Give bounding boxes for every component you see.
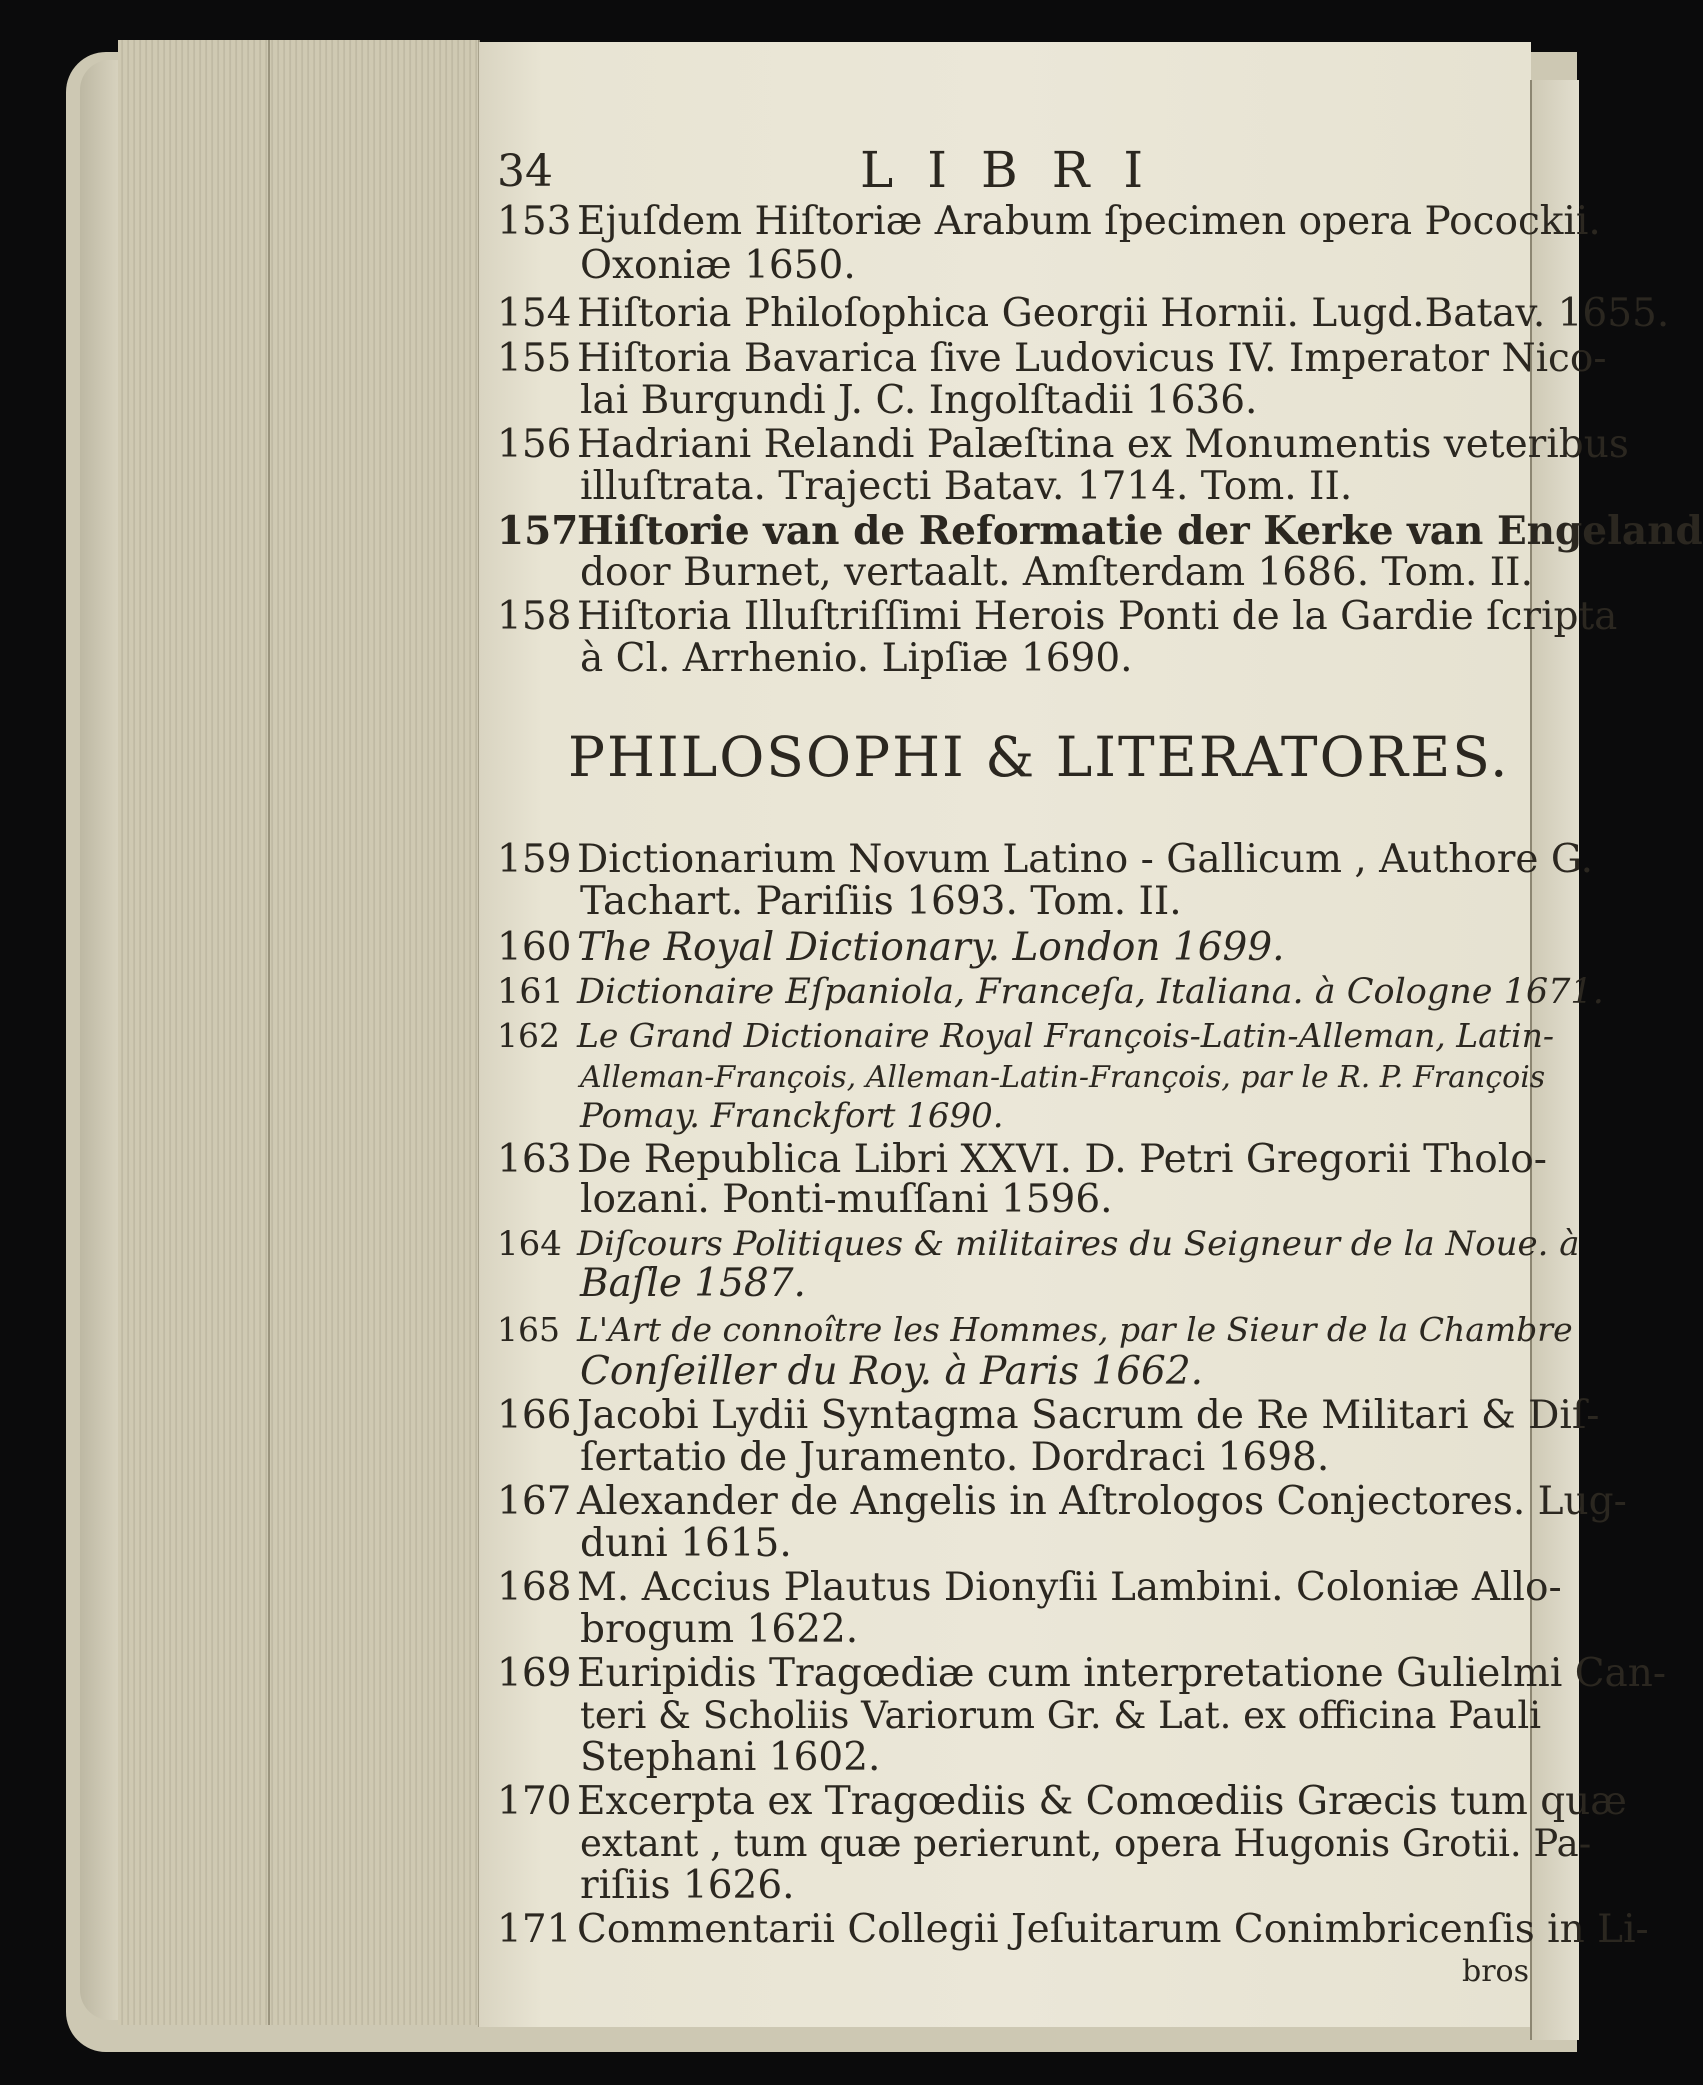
entry-number: 156 xyxy=(497,422,572,467)
running-head: LIBRI xyxy=(860,141,1178,199)
entry-number: 167 xyxy=(497,1479,572,1524)
entry-number: 164 xyxy=(497,1224,562,1264)
entry-number: 169 xyxy=(497,1651,572,1696)
entry-line: illuſtrata. Trajecti Batav. 1714. Tom. II. xyxy=(580,464,1353,509)
entry-number: 168 xyxy=(497,1565,572,1610)
entry-168 xyxy=(497,1565,1562,1610)
entry-line: ſertatio de Juramento. Dordraci 1698. xyxy=(580,1435,1330,1480)
entry-line: brogum 1622. xyxy=(580,1607,859,1652)
entry-number: 170 xyxy=(497,1779,572,1824)
entry-157 xyxy=(497,508,1703,554)
entry-163 xyxy=(497,1137,1547,1182)
entry-164 xyxy=(497,1224,1580,1264)
entry-line: extant , tum quæ perierunt, opera Hugonis Grotii. Pa- xyxy=(580,1822,1592,1865)
entry-line: Ejuſdem Hiſtoriæ Arabum ſpecimen opera Pocockii. xyxy=(577,199,1601,244)
entry-line: lozani. Ponti-muſſani 1596. xyxy=(580,1177,1113,1222)
entry-number: 165 xyxy=(497,1310,560,1349)
entry-line: De Republica Libri XXVI. D. Petri Gregorii Tholo- xyxy=(577,1137,1547,1182)
entry-line: Pomay. Franckfort 1690. xyxy=(580,1096,1004,1136)
entry-number: 158 xyxy=(497,594,572,639)
entry-line: lai Burgundi J. C. Ingolſtadii 1636. xyxy=(580,378,1258,423)
entry-line: Hiſtorie van de Reformatie der Kerke van Engeland xyxy=(577,508,1703,554)
entry-line: Le Grand Dictionaire Royal François-Latin-Alleman, Latin- xyxy=(577,1016,1555,1055)
entry-line: teri & Scholiis Variorum Gr. & Lat. ex officina Pauli xyxy=(580,1694,1542,1737)
entry-162 xyxy=(497,1016,1555,1056)
entry-line: door Burnet, vertaalt. Amſterdam 1686. Tom. II. xyxy=(580,550,1533,595)
entry-line: Dictionarium Novum Latino - Gallicum , Authore G. xyxy=(577,837,1593,882)
entry-number: 153 xyxy=(497,199,572,244)
entry-153 xyxy=(497,199,1601,244)
entry-line: Stephani 1602. xyxy=(580,1735,881,1780)
entry-line: Baſle 1587. xyxy=(580,1261,806,1306)
entry-number: 166 xyxy=(497,1393,572,1438)
entry-line: Dictionaire Eſpaniola, Franceſa, Italiana. à Cologne 1671. xyxy=(577,972,1604,1012)
entry-170 xyxy=(497,1779,1627,1824)
entry-line: à Cl. Arrhenio. Lipſiæ 1690. xyxy=(580,636,1133,681)
entry-155 xyxy=(497,336,1607,381)
entry-159 xyxy=(497,837,1593,882)
entry-line: M. Accius Plautus Dionyſii Lambini. Coloniæ Allo- xyxy=(577,1565,1562,1610)
entry-line: Alexander de Angelis in Aſtrologos Conjectores. Lug- xyxy=(577,1479,1627,1524)
entry-number: 171 xyxy=(497,1907,572,1952)
entry-line: riſiis 1626. xyxy=(580,1863,795,1908)
entry-line: Commentarii Collegii Jeſuitarum Conimbricenſis in Li- xyxy=(577,1907,1649,1952)
entry-number: 159 xyxy=(497,837,572,882)
entry-line: Euripidis Tragœdiæ cum interpretatione Gulielmi Can- xyxy=(577,1651,1667,1696)
entry-line: Oxoniæ 1650. xyxy=(580,243,856,288)
entry-line: Hiſtoria Illuſtriſſimi Herois Ponti de la Gardie ſcripta xyxy=(577,594,1618,639)
entry-number: 163 xyxy=(497,1137,572,1182)
entry-160 xyxy=(497,925,1537,970)
entry-171 xyxy=(497,1907,1649,1952)
entry-line: L'Art de connoître les Hommes, par le Sieur de la Chambre xyxy=(577,1310,1573,1349)
entry-line: Hadriani Relandi Palæſtina ex Monumentis veteribus xyxy=(577,422,1629,467)
entry-number: 157 xyxy=(497,508,579,554)
entry-number: 160 xyxy=(497,925,572,970)
entry-number: 154 xyxy=(497,291,572,336)
entry-line: Jacobi Lydii Syntagma Sacrum de Re Militari & Diſ- xyxy=(577,1393,1600,1438)
entry-156 xyxy=(497,422,1629,467)
entry-line: duni 1615. xyxy=(580,1521,792,1566)
entry-line: Diſcours Politiques & militaires du Seigneur de la Noue. à xyxy=(577,1224,1580,1264)
entry-line: Hiſtoria Philoſophica Georgii Hornii. Lugd.Batav. 1655. xyxy=(577,291,1670,336)
entry-line: The Royal Dictionary. London 1699. xyxy=(577,925,1285,970)
entry-line: Alleman-François, Alleman-Latin-François, par le R. P. François xyxy=(580,1060,1546,1095)
page-number: 34 xyxy=(497,146,553,197)
entry-154 xyxy=(497,291,1670,336)
entry-166 xyxy=(497,1393,1600,1438)
entry-line: Excerpta ex Tragœdiis & Comœdiis Græcis tum quæ xyxy=(577,1779,1627,1824)
entry-number: 162 xyxy=(497,1016,560,1055)
entry-169 xyxy=(497,1651,1667,1696)
entry-line: Conſeiller du Roy. à Paris 1662. xyxy=(580,1349,1204,1394)
entry-165 xyxy=(497,1310,1573,1350)
entry-161 xyxy=(497,972,1604,1012)
entry-number: 155 xyxy=(497,336,572,381)
catchword: bros xyxy=(1462,1954,1530,1989)
entry-number: 161 xyxy=(497,972,564,1012)
entry-158 xyxy=(497,594,1618,639)
entry-line: Hiſtoria Bavarica ſive Ludovicus IV. Imperator Nico- xyxy=(577,336,1607,381)
entry-167 xyxy=(497,1479,1627,1524)
entry-line: Tachart. Pariſiis 1693. Tom. II. xyxy=(580,879,1182,924)
section-title: PHILOSOPHI & LITERATORES. xyxy=(568,725,1510,789)
